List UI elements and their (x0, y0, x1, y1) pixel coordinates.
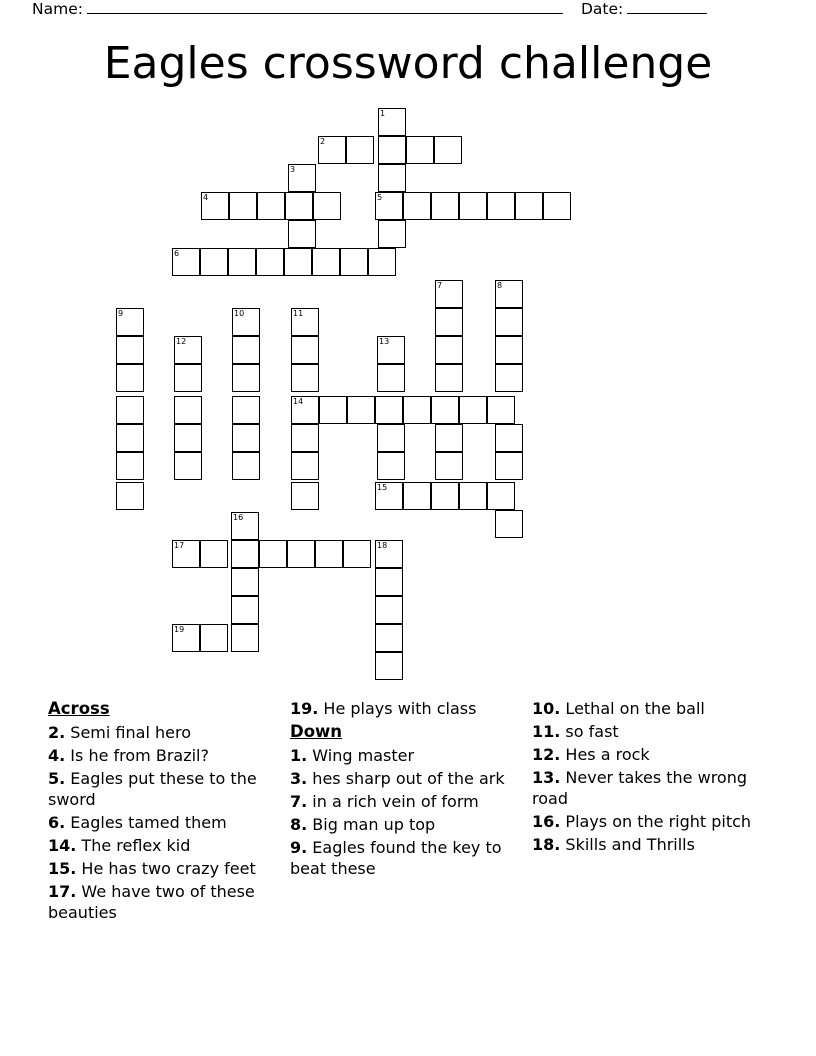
clue-item (48, 722, 270, 743)
crossword-cell-numbered[interactable] (231, 512, 259, 540)
crossword-cell[interactable] (231, 568, 259, 596)
cell-number: 4 (203, 193, 209, 202)
crossword-cell[interactable] (313, 192, 341, 220)
date-label: Date: (580, 0, 624, 18)
clue-text: We have two of these beauties (48, 882, 255, 922)
crossword-cell[interactable] (378, 136, 406, 164)
crossword-cell[interactable] (229, 192, 257, 220)
crossword-cell[interactable] (174, 424, 202, 452)
cell-number: 6 (174, 249, 180, 258)
clue-text: Plays on the right pitch (560, 812, 752, 831)
crossword-cell-numbered[interactable] (375, 540, 403, 568)
crossword-cell-numbered[interactable] (288, 164, 316, 192)
crossword-cell-numbered[interactable] (172, 248, 200, 276)
crossword-cell[interactable] (368, 248, 396, 276)
crossword-cell[interactable] (459, 482, 487, 510)
crossword-cell[interactable] (291, 452, 319, 480)
crossword-cell[interactable] (291, 364, 319, 392)
crossword-cell[interactable] (228, 248, 256, 276)
name-label: Name: (32, 0, 83, 18)
crossword-cell[interactable] (377, 424, 405, 452)
crossword-cell-numbered[interactable] (172, 624, 200, 652)
crossword-cell[interactable] (288, 220, 316, 248)
clue-number: 2. (48, 723, 66, 742)
clue-item (532, 721, 754, 742)
clue-text: Hes a rock (560, 745, 650, 764)
crossword-cell[interactable] (285, 192, 313, 220)
crossword-cell[interactable] (543, 192, 571, 220)
crossword-cell[interactable] (346, 136, 374, 164)
clue-text: Skills and Thrills (560, 835, 695, 854)
clue-number: 7. (290, 792, 308, 811)
clue-text: Wing master (307, 746, 415, 765)
name-write-line[interactable] (87, 1, 563, 14)
clue-number: 14. (48, 836, 77, 855)
crossword-cell[interactable] (434, 136, 462, 164)
cell-number: 13 (379, 337, 390, 346)
crossword-cell[interactable] (116, 336, 144, 364)
clue-item (532, 834, 754, 855)
crossword-cell-numbered[interactable] (377, 336, 405, 364)
crossword-cell[interactable] (257, 192, 285, 220)
crossword-cell[interactable] (256, 248, 284, 276)
clue-item (532, 811, 754, 832)
crossword-cell[interactable] (435, 308, 463, 336)
cell-number: 14 (293, 397, 304, 406)
cell-number: 18 (377, 541, 388, 550)
clue-number: 6. (48, 813, 66, 832)
crossword-cell[interactable] (406, 136, 434, 164)
crossword-cell[interactable] (231, 596, 259, 624)
cell-number: 12 (176, 337, 187, 346)
crossword-cell[interactable] (291, 336, 319, 364)
clue-number: 9. (290, 838, 308, 857)
crossword-cell[interactable] (435, 452, 463, 480)
crossword-cell[interactable] (174, 452, 202, 480)
cell-number: 9 (118, 309, 124, 318)
crossword-cell[interactable] (200, 540, 228, 568)
crossword-grid[interactable] (0, 108, 816, 694)
cell-number: 15 (377, 483, 388, 492)
crossword-cell[interactable] (291, 482, 319, 510)
crossword-cell[interactable] (319, 396, 347, 424)
clue-column-3 (532, 698, 754, 857)
crossword-cell[interactable] (435, 336, 463, 364)
crossword-cell[interactable] (375, 652, 403, 680)
crossword-cell[interactable] (232, 364, 260, 392)
cell-number: 19 (174, 625, 185, 634)
crossword-cell-numbered[interactable] (318, 136, 346, 164)
crossword-cell[interactable] (377, 452, 405, 480)
across-clue-list-continued (290, 698, 512, 719)
clue-text: He has two crazy feet (76, 859, 256, 878)
clue-text: Eagles put these to the sword (48, 769, 257, 809)
clue-number: 16. (532, 812, 561, 831)
clue-text: Eagles tamed them (65, 813, 227, 832)
clue-text: Is he from Brazil? (65, 746, 209, 765)
crossword-cell[interactable] (291, 424, 319, 452)
cell-number: 10 (234, 309, 245, 318)
crossword-cell[interactable] (403, 192, 431, 220)
crossword-cell[interactable] (487, 192, 515, 220)
clue-text: so fast (560, 722, 619, 741)
crossword-cell[interactable] (259, 540, 287, 568)
crossword-cell-numbered[interactable] (375, 482, 403, 510)
down-clue-list (290, 745, 512, 879)
cell-number: 8 (497, 281, 503, 290)
crossword-cell[interactable] (431, 396, 459, 424)
crossword-cell[interactable] (116, 396, 144, 424)
cell-number: 16 (233, 513, 244, 522)
clue-item (290, 768, 512, 789)
clue-text: in a rich vein of form (307, 792, 479, 811)
crossword-cell[interactable] (375, 568, 403, 596)
crossword-cell[interactable] (200, 624, 228, 652)
crossword-cell[interactable] (495, 336, 523, 364)
clue-number: 18. (532, 835, 561, 854)
clue-item (290, 698, 512, 719)
clue-text: Big man up top (307, 815, 436, 834)
cell-number: 3 (290, 165, 296, 174)
crossword-cell[interactable] (459, 192, 487, 220)
crossword-cell[interactable] (377, 364, 405, 392)
down-clue-list-continued (532, 698, 754, 855)
clue-item (290, 745, 512, 766)
clue-item (532, 744, 754, 765)
cell-number: 17 (174, 541, 185, 550)
clue-item (48, 768, 270, 810)
cell-number: 1 (380, 109, 386, 118)
clue-item (48, 812, 270, 833)
crossword-cell[interactable] (495, 452, 523, 480)
crossword-cell[interactable] (284, 248, 312, 276)
crossword-cell-numbered[interactable] (232, 308, 260, 336)
clue-number: 4. (48, 746, 66, 765)
crossword-cell[interactable] (435, 364, 463, 392)
clue-number: 19. (290, 699, 319, 718)
crossword-cell-numbered[interactable] (291, 396, 319, 424)
clue-text: hes sharp out of the ark (307, 769, 505, 788)
clue-number: 12. (532, 745, 561, 764)
clue-item (290, 814, 512, 835)
clue-column-2 (290, 698, 512, 881)
crossword-cell[interactable] (116, 424, 144, 452)
crossword-cell-numbered[interactable] (201, 192, 229, 220)
crossword-cell[interactable] (312, 248, 340, 276)
clue-item (48, 881, 270, 923)
crossword-cell-numbered[interactable] (435, 280, 463, 308)
crossword-cell[interactable] (232, 452, 260, 480)
crossword-cell[interactable] (375, 624, 403, 652)
down-heading: Down (290, 722, 343, 741)
crossword-cell[interactable] (116, 482, 144, 510)
clue-item (532, 767, 754, 809)
crossword-cell-numbered[interactable] (495, 280, 523, 308)
crossword-cell[interactable] (495, 364, 523, 392)
clue-number: 17. (48, 882, 77, 901)
clue-item (290, 791, 512, 812)
crossword-cell[interactable] (232, 424, 260, 452)
clue-number: 15. (48, 859, 77, 878)
clue-item (290, 837, 512, 879)
crossword-cell[interactable] (459, 396, 487, 424)
cell-number: 5 (377, 193, 383, 202)
crossword-cell[interactable] (487, 482, 515, 510)
crossword-cell[interactable] (515, 192, 543, 220)
clue-item (532, 698, 754, 719)
clue-number: 10. (532, 699, 561, 718)
clue-item (48, 835, 270, 856)
crossword-cell-numbered[interactable] (378, 108, 406, 136)
crossword-cell-numbered[interactable] (172, 540, 200, 568)
crossword-cell[interactable] (347, 396, 375, 424)
across-heading: Across (48, 699, 110, 718)
clue-number: 8. (290, 815, 308, 834)
clue-item (48, 745, 270, 766)
crossword-cell[interactable] (340, 248, 368, 276)
clue-number: 1. (290, 746, 308, 765)
crossword-cell[interactable] (174, 364, 202, 392)
clue-lists (40, 698, 780, 968)
crossword-cell[interactable] (403, 482, 431, 510)
crossword-cell[interactable] (232, 396, 260, 424)
crossword-cell[interactable] (231, 624, 259, 652)
crossword-cell[interactable] (343, 540, 371, 568)
crossword-cell-numbered[interactable] (375, 192, 403, 220)
clue-text: Eagles found the key to beat these (290, 838, 502, 878)
crossword-cell[interactable] (431, 482, 459, 510)
clue-item (48, 858, 270, 879)
crossword-cell[interactable] (375, 596, 403, 624)
crossword-cell[interactable] (315, 540, 343, 568)
crossword-cell[interactable] (487, 396, 515, 424)
crossword-cell[interactable] (403, 396, 431, 424)
clue-number: 3. (290, 769, 308, 788)
clue-number: 11. (532, 722, 561, 741)
crossword-cell[interactable] (116, 452, 144, 480)
crossword-cell[interactable] (174, 396, 202, 424)
crossword-cell[interactable] (232, 336, 260, 364)
date-write-line[interactable] (627, 1, 707, 14)
clue-text: Never takes the wrong road (532, 768, 747, 808)
crossword-cell[interactable] (116, 364, 144, 392)
crossword-cell[interactable] (495, 424, 523, 452)
cell-number: 2 (320, 137, 326, 146)
worksheet-header (32, 0, 784, 26)
crossword-cell-numbered[interactable] (174, 336, 202, 364)
cell-number: 11 (293, 309, 304, 318)
page-title: Eagles crossword challenge (103, 38, 713, 89)
crossword-cell[interactable] (378, 220, 406, 248)
crossword-cell[interactable] (231, 540, 259, 568)
crossword-cell-numbered[interactable] (291, 308, 319, 336)
clue-text: Semi final hero (65, 723, 191, 742)
clue-text: Lethal on the ball (560, 699, 705, 718)
crossword-cell[interactable] (375, 396, 403, 424)
crossword-cell[interactable] (435, 424, 463, 452)
crossword-cell[interactable] (378, 164, 406, 192)
clue-column-1 (48, 698, 270, 925)
crossword-cell[interactable] (287, 540, 315, 568)
clue-number: 13. (532, 768, 561, 787)
crossword-cell[interactable] (200, 248, 228, 276)
crossword-cell[interactable] (431, 192, 459, 220)
across-clue-list (48, 722, 270, 923)
clue-text: He plays with class (318, 699, 477, 718)
crossword-cell-numbered[interactable] (116, 308, 144, 336)
crossword-cell[interactable] (495, 510, 523, 538)
crossword-cell[interactable] (495, 308, 523, 336)
clue-text: The reflex kid (76, 836, 191, 855)
clue-number: 5. (48, 769, 66, 788)
cell-number: 7 (437, 281, 443, 290)
